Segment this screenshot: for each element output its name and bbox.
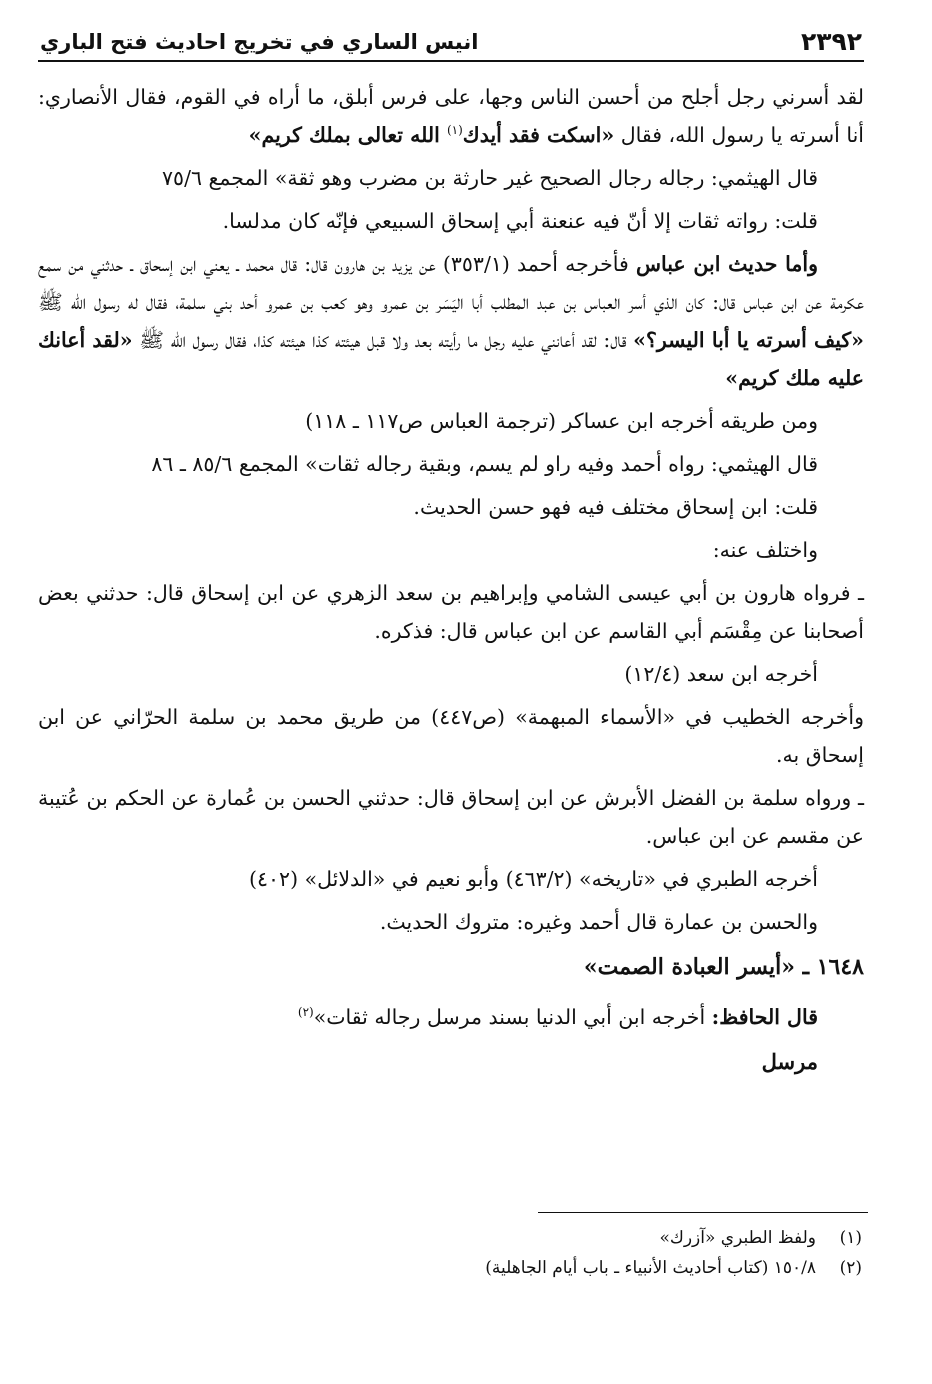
paragraph-1-quote-end: الله تعالى بملك كريم» — [248, 123, 447, 147]
paragraph-15-text: أخرجه ابن أبي الدنيا بسند مرسل رجاله ثقات» — [313, 1005, 712, 1029]
footnote-ref-2[interactable]: (٢) — [297, 1005, 314, 1020]
paragraph-12: ـ ورواه سلمة بن الفضل الأبرش عن ابن إسحاق قال: حدثني الحسن بن عُمارة عن الحكم بن عُتيبة عن مقسم عن ابن عباس. — [38, 786, 864, 848]
paragraph-15 — [38, 998, 864, 1036]
hadith-title: ١٦٤٨ ـ «أيسر العبادة الصمت» — [583, 954, 864, 980]
page-header — [38, 18, 864, 62]
footnote-separator — [538, 1212, 868, 1213]
footnote-2-text: ١٥٠/٨ (كتاب أحاديث الأنبياء ـ باب أيام الجاهلية) — [485, 1258, 816, 1278]
paragraph-13: أخرجه الطبري في «تاريخه» (٤٦٣/٢) وأبو نعيم في «الدلائل» (٤٠٢) — [249, 867, 818, 891]
paragraph-1 — [38, 78, 864, 154]
footnote-1-text: ولفظ الطبري «آزرك» — [659, 1228, 816, 1248]
paragraph-7: قلت: ابن إسحاق مختلف فيه فهو حسن الحديث. — [413, 495, 818, 519]
hadith-grade: مرسل — [761, 1049, 818, 1074]
paragraph-8: واختلف عنه: — [712, 538, 818, 562]
paragraph-3: قلت: رواته ثقات إلا أنّ فيه عنعنة أبي إسحاق السبيعي فإنّه كان مدلسا. — [222, 209, 818, 233]
footnotes — [38, 1212, 864, 1283]
footnote-1 — [38, 1223, 864, 1253]
paragraph-5: ومن طريقه أخرجه ابن عساكر (ترجمة العباس ص١١٧ ـ ١١٨) — [305, 409, 818, 433]
paragraph-4-text-2: قال: لقد أعانني عليه رجل ما رأيته بعد ولا قبل هيئته كذا هيئته كذا، فقال رسول الله ﷺ — [132, 328, 634, 352]
running-title: انيس الساري في تخريج احاديث فتح الباري — [40, 30, 479, 54]
paragraph-14: والحسن بن عمارة قال أحمد وغيره: متروك الحديث. — [379, 910, 818, 934]
paragraph-2: قال الهيثمي: رجاله رجال الصحيح غير حارثة بن مضرب وهو ثقة» المجمع ٧٥/٦ — [162, 166, 818, 190]
footnote-ref-1[interactable]: (١) — [446, 123, 463, 138]
paragraph-11: وأخرجه الخطيب في «الأسماء المبهمة» (ص٤٤٧) من طريق محمد بن سلمة الحرّاني عن ابن إسحاق به. — [38, 705, 864, 767]
page-body — [38, 62, 864, 1082]
paragraph-10: أخرجه ابن سعد (١٢/٤) — [624, 662, 818, 686]
paragraph-4-lead: وأما حديث ابن عباس — [635, 252, 818, 276]
paragraph-9: ـ فرواه هارون بن أبي عيسى الشامي وإبراهيم بن سعد الزهري عن ابن إسحاق قال: حدثني بعض أصحابنا عن مِقْسَم أبي القاسم عن ابن عباس قال: فذكره. — [38, 581, 864, 643]
paragraph-4-text: فأخرجه أحمد (٣٥٣/١) عن يزيد بن هارون قال: قال محمد ـ يعني ابن إسحاق ـ حدثني من سمع عكرمة عن ابن عباس قال: كان الذي أسر العباس بن عبد المطلب أبا اليَسَر بن عمرو وهو كعب بن عمرو أحد بني سلمة، فقال له رسول الله ﷺ — [38, 252, 864, 314]
footnote-separator-wrap — [38, 1212, 864, 1223]
paragraph-6: قال الهيثمي: رواه أحمد وفيه راو لم يسم، وبقية رجاله ثقات» المجمع ٨٥/٦ ـ ٨٦ — [151, 452, 818, 476]
paragraph-4 — [38, 245, 864, 397]
document-page — [38, 18, 864, 1358]
paragraph-4-quote-2: «لقد أعانك عليه ملك كريم» — [38, 328, 864, 390]
footnote-2-number: (٢) — [839, 1258, 862, 1278]
paragraph-1-quote-start: «اسكت فقد أيدك — [462, 123, 615, 147]
hafiz-label: قال الحافظ: — [711, 1005, 818, 1029]
footnote-1-number: (١) — [839, 1228, 862, 1248]
footnote-2 — [38, 1253, 864, 1283]
paragraph-4-quote-1: «كيف أسرته يا أبا اليسر؟» — [633, 328, 864, 352]
page-number: ٢٣٩٢ — [800, 27, 862, 56]
paragraph-1-text: لقد أسرني رجل أجلح من أحسن الناس وجها، على فرس أبلق، ما أراه في القوم، فقال الأنصاري: أنا أسرته يا رسول الله، فقال — [38, 85, 864, 147]
